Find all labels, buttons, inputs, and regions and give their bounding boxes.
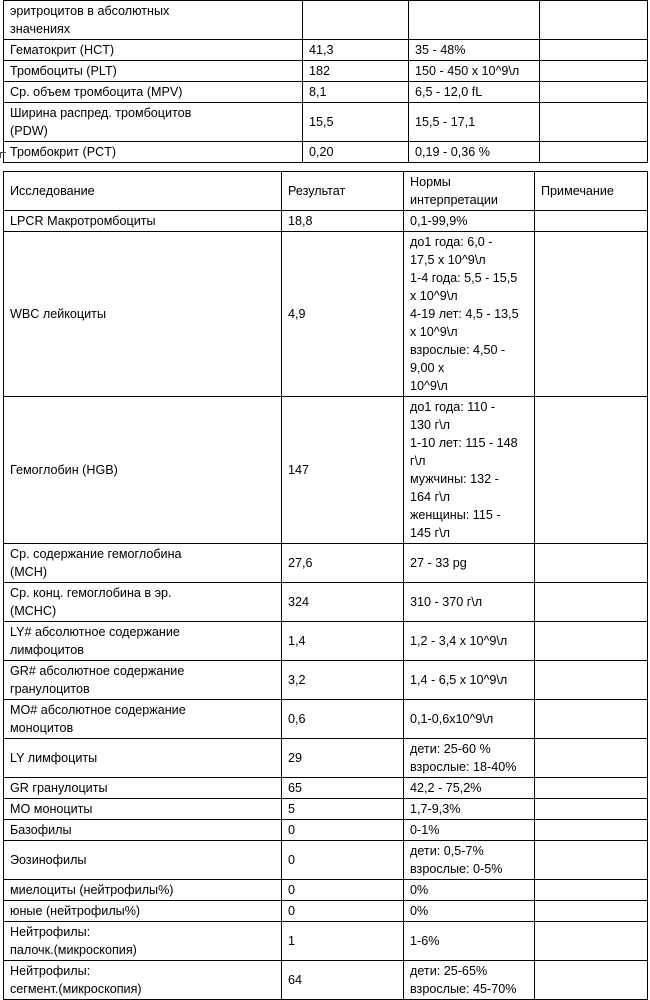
header-norms: Нормы интерпретации	[404, 172, 535, 211]
cell-name: Ширина распред. тромбоцитов (PDW)	[4, 103, 303, 142]
cell-note	[540, 1, 648, 40]
cell-norm: 0,1-99,9%	[404, 211, 535, 232]
cell-norm: 1-6%	[404, 922, 535, 961]
results-table	[3, 171, 648, 1000]
cell-result: 1	[282, 922, 404, 961]
cell-name: GR гранулоциты	[4, 778, 282, 799]
cell-name: Гематокрит (HCT)	[4, 40, 303, 61]
header-result: Результат	[282, 172, 404, 211]
table-row	[4, 211, 648, 232]
cell-note	[540, 40, 648, 61]
cell-result: 15,5	[303, 103, 409, 142]
cell-note	[535, 739, 648, 778]
table-row	[4, 142, 648, 163]
cell-norm: 0,19 - 0,36 %	[409, 142, 540, 163]
cell-result: 8,1	[303, 82, 409, 103]
cell-norm: до1 года: 6,0 - 17,5 x 10^9\л 1-4 года: 5,5 - 15,5 x 10^9\л 4-19 лет: 4,5 - 13,5 x 10^9\л взрослые: 4,50 - 9,00 x 10^9\л	[404, 232, 535, 397]
cell-name: эритроцитов в абсолютных значениях	[4, 1, 303, 40]
cell-norm	[409, 1, 540, 40]
cell-result: 27,6	[282, 544, 404, 583]
cell-norm: до1 года: 110 - 130 г\л 1-10 лет: 115 - 148 г\л мужчины: 132 - 164 г\л женщины: 115 - 145 г\л	[404, 397, 535, 544]
cell-norm: 35 - 48%	[409, 40, 540, 61]
table-header-row	[4, 172, 648, 211]
cell-note	[535, 820, 648, 841]
cell-name: Ср. объем тромбоцита (MPV)	[4, 82, 303, 103]
cell-note	[535, 397, 648, 544]
cell-name: LY лимфоциты	[4, 739, 282, 778]
cell-note	[535, 922, 648, 961]
cell-result: 0,6	[282, 700, 404, 739]
cell-result: 41,3	[303, 40, 409, 61]
cell-result: 0	[282, 841, 404, 880]
cell-norm: дети: 25-60 % взрослые: 18-40%	[404, 739, 535, 778]
cell-note	[540, 61, 648, 82]
cell-norm: дети: 25-65% взрослые: 45-70%	[404, 961, 535, 1000]
cell-note	[535, 961, 648, 1000]
header-note: Примечание	[535, 172, 648, 211]
cell-result	[303, 1, 409, 40]
cell-note	[535, 544, 648, 583]
cell-norm: дети: 0,5-7% взрослые: 0-5%	[404, 841, 535, 880]
cell-norm: 42,2 - 75,2%	[404, 778, 535, 799]
table-row	[4, 820, 648, 841]
table-row	[4, 82, 648, 103]
table-row	[4, 232, 648, 397]
cell-result: 0,20	[303, 142, 409, 163]
cell-result: 64	[282, 961, 404, 1000]
table-row	[4, 880, 648, 901]
cell-norm: 1,2 - 3,4 x 10^9\л	[404, 622, 535, 661]
cell-norm: 310 - 370 г\л	[404, 583, 535, 622]
table-row	[4, 544, 648, 583]
cell-norm: 27 - 33 pg	[404, 544, 535, 583]
cell-name: WBC лейкоциты	[4, 232, 282, 397]
cell-name: Эозинофилы	[4, 841, 282, 880]
cell-norm: 1,7-9,3%	[404, 799, 535, 820]
cell-norm: 6,5 - 12,0 fL	[409, 82, 540, 103]
cell-name: Ср. конц. гемоглобина в эр. (MCHC)	[4, 583, 282, 622]
cell-note	[535, 661, 648, 700]
cell-note	[535, 211, 648, 232]
cell-name: MO моноциты	[4, 799, 282, 820]
cell-result: 147	[282, 397, 404, 544]
cell-result: 4,9	[282, 232, 404, 397]
cell-norm: 0-1%	[404, 820, 535, 841]
cell-norm: 0,1-0,6x10^9\л	[404, 700, 535, 739]
cell-result: 1,4	[282, 622, 404, 661]
cell-name: Гемоглобин (HGB)	[4, 397, 282, 544]
cell-name: Базофилы	[4, 820, 282, 841]
table-row	[4, 841, 648, 880]
table-row	[4, 583, 648, 622]
table-row	[4, 1, 648, 40]
table-row	[4, 739, 648, 778]
header-study: Исследование	[4, 172, 282, 211]
cell-note	[535, 232, 648, 397]
cell-note	[535, 583, 648, 622]
cell-norm: 150 - 450 x 10^9\л	[409, 61, 540, 82]
cell-note	[535, 799, 648, 820]
cell-norm: 0%	[404, 880, 535, 901]
table-row	[4, 922, 648, 961]
table-row	[4, 799, 648, 820]
cell-norm: 0%	[404, 901, 535, 922]
table-anchor-marker	[0, 152, 6, 158]
cell-note	[535, 880, 648, 901]
cell-result: 3,2	[282, 661, 404, 700]
cell-result: 29	[282, 739, 404, 778]
cell-note	[535, 622, 648, 661]
cell-result: 0	[282, 901, 404, 922]
table-row	[4, 661, 648, 700]
cell-name: MO# абсолютное содержание моноцитов	[4, 700, 282, 739]
cell-note	[535, 841, 648, 880]
results-table-continuation	[3, 0, 648, 163]
cell-name: LY# абсолютное содержание лимфоцитов	[4, 622, 282, 661]
cell-norm: 1,4 - 6,5 x 10^9\л	[404, 661, 535, 700]
table-row	[4, 40, 648, 61]
cell-note	[540, 103, 648, 142]
cell-note	[535, 700, 648, 739]
table-row	[4, 397, 648, 544]
table-row	[4, 901, 648, 922]
table-row	[4, 103, 648, 142]
table-row	[4, 622, 648, 661]
cell-result: 18,8	[282, 211, 404, 232]
cell-result: 0	[282, 820, 404, 841]
cell-name: LPCR Макротромбоциты	[4, 211, 282, 232]
cell-note	[535, 901, 648, 922]
cell-name: юные (нейтрофилы%)	[4, 901, 282, 922]
cell-note	[540, 142, 648, 163]
cell-norm: 15,5 - 17,1	[409, 103, 540, 142]
cell-result: 324	[282, 583, 404, 622]
cell-note	[535, 778, 648, 799]
table-row	[4, 700, 648, 739]
cell-name: Тромбокрит (PCT)	[4, 142, 303, 163]
table-row	[4, 778, 648, 799]
cell-result: 0	[282, 880, 404, 901]
cell-name: Нейтрофилы: палочк.(микроскопия)	[4, 922, 282, 961]
cell-result: 65	[282, 778, 404, 799]
cell-name: Нейтрофилы: сегмент.(микроскопия)	[4, 961, 282, 1000]
cell-result: 5	[282, 799, 404, 820]
cell-note	[540, 82, 648, 103]
cell-name: миелоциты (нейтрофилы%)	[4, 880, 282, 901]
table-row	[4, 961, 648, 1000]
cell-name: Тромбоциты (PLT)	[4, 61, 303, 82]
table-row	[4, 61, 648, 82]
cell-name: GR# абсолютное содержание гранулоцитов	[4, 661, 282, 700]
cell-name: Ср. содержание гемоглобина (MCH)	[4, 544, 282, 583]
cell-result: 182	[303, 61, 409, 82]
